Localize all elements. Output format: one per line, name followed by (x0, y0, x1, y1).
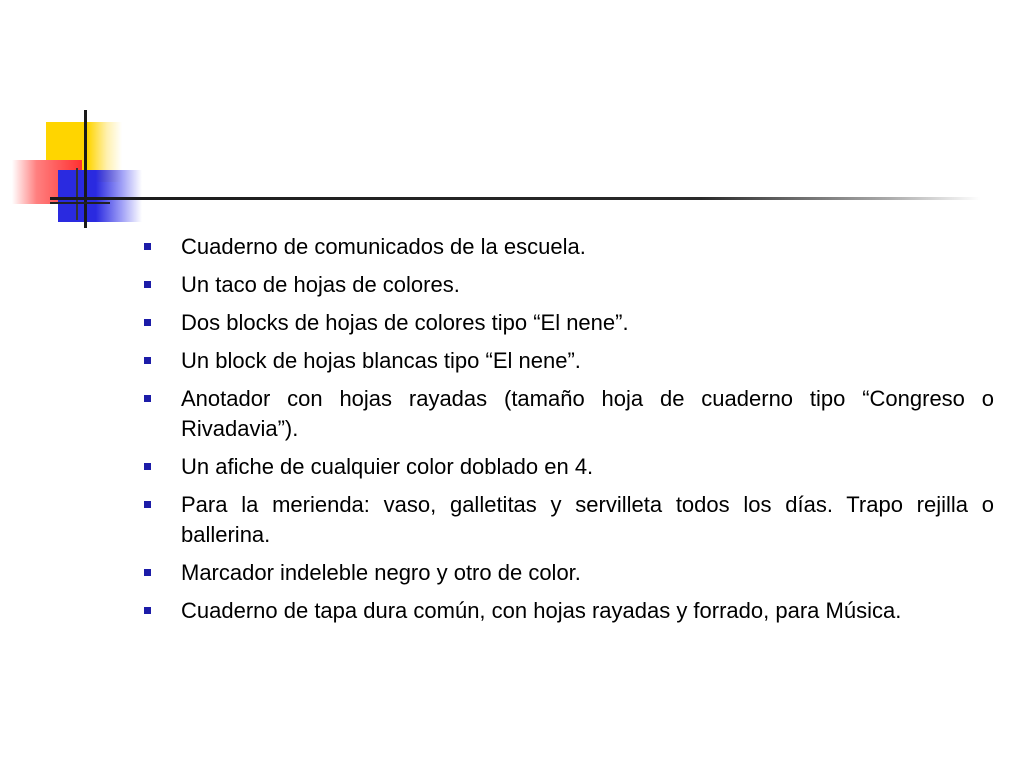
list-item-text: Dos blocks de hojas de colores tipo “El nene”. (181, 310, 629, 335)
horizontal-rule-secondary-decoration (50, 202, 110, 204)
list-item (140, 558, 994, 588)
blue-square-decoration (58, 170, 142, 222)
list-item (140, 232, 994, 262)
list-item-text: Marcador indeleble negro y otro de color. (181, 560, 581, 585)
list-item (140, 308, 994, 338)
square-bullet-icon (144, 243, 151, 250)
list-item (140, 270, 994, 300)
list-item-text: Para la merienda: vaso, galletitas y servilleta todos los días. Trapo rejilla o ballerina. (181, 492, 994, 547)
square-bullet-icon (144, 319, 151, 326)
square-bullet-icon (144, 463, 151, 470)
vertical-line-decoration (84, 110, 87, 228)
list-item-text: Un block de hojas blancas tipo “El nene”. (181, 348, 581, 373)
slide-body (140, 232, 994, 634)
square-bullet-icon (144, 607, 151, 614)
square-bullet-icon (144, 569, 151, 576)
list-item-text: Anotador con hojas rayadas (tamaño hoja de cuaderno tipo “Congreso o Rivadavia”). (181, 386, 994, 441)
vertical-line-secondary-decoration (76, 168, 78, 220)
bullet-list (140, 232, 994, 626)
square-bullet-icon (144, 281, 151, 288)
square-bullet-icon (144, 395, 151, 402)
list-item-text: Un taco de hojas de colores. (181, 272, 460, 297)
list-item (140, 384, 994, 444)
list-item (140, 452, 994, 482)
list-item-text: Un afiche de cualquier color doblado en 4. (181, 454, 594, 479)
list-item (140, 490, 994, 550)
square-bullet-icon (144, 501, 151, 508)
square-bullet-icon (144, 357, 151, 364)
list-item-text: Cuaderno de tapa dura común, con hojas rayadas y forrado, para Música. (181, 598, 902, 623)
list-item-text: Cuaderno de comunicados de la escuela. (181, 234, 586, 259)
list-item (140, 346, 994, 376)
horizontal-rule-decoration (50, 197, 980, 200)
list-item (140, 596, 994, 626)
